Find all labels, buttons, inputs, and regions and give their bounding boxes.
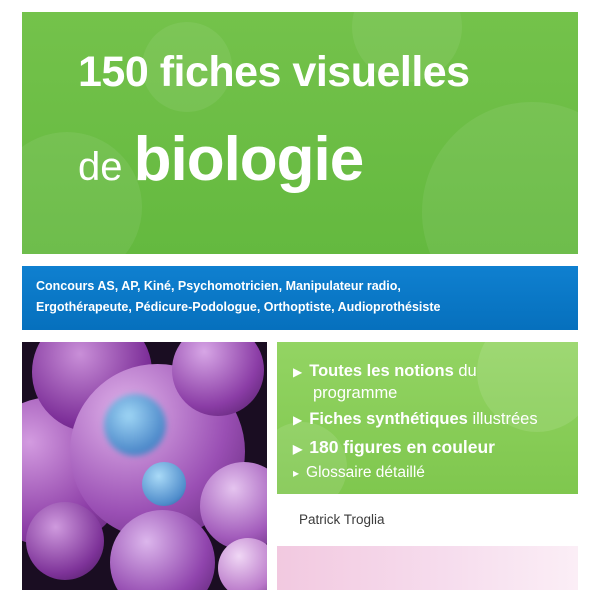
book-title-line-1: 150 fiches visuelles — [78, 48, 470, 96]
arrow-icon: ▶ — [293, 413, 303, 427]
feature-text-continued: programme — [313, 384, 398, 402]
author-name: Patrick Troglia — [299, 512, 385, 527]
feature-item — [293, 362, 477, 381]
author-strip — [277, 500, 578, 546]
features-panel — [277, 342, 578, 494]
feature-text-regular: Glossaire détaillé — [306, 464, 425, 481]
subtitle-line-1: Concours AS, AP, Kiné, Psychomotricien, Manipulateur radio, — [36, 279, 401, 293]
feature-text-bold: 180 figures en couleur — [309, 437, 495, 457]
cover-photo-cells — [22, 342, 267, 590]
title-panel — [22, 12, 578, 254]
book-title-subject: biologie — [133, 125, 364, 194]
book-title-line-2 — [78, 124, 363, 195]
feature-item — [293, 437, 495, 458]
bottom-accent-strip — [277, 546, 578, 590]
book-title-prefix: de — [78, 145, 134, 189]
feature-text-bold: Fiches synthétiques — [309, 410, 468, 428]
subtitle-line-2: Ergothérapeute, Pédicure-Podologue, Orthoptiste, Audioprothésiste — [36, 300, 441, 314]
feature-item — [293, 410, 538, 429]
arrow-icon: ▶ — [293, 442, 303, 456]
feature-text-regular: du — [453, 362, 477, 380]
feature-item-continuation — [313, 384, 397, 403]
arrow-icon: ▶ — [293, 365, 303, 379]
feature-item — [293, 464, 425, 482]
decorative-bubble-icon — [422, 102, 578, 254]
subtitle-band — [22, 266, 578, 330]
cell-shape — [26, 502, 104, 580]
arrow-icon: ▸ — [293, 466, 300, 480]
cell-shape — [142, 462, 186, 506]
feature-text-regular: illustrées — [467, 410, 538, 428]
photo-panel-divider — [267, 342, 277, 590]
feature-text-bold: Toutes les notions — [309, 362, 454, 380]
decorative-bubble-icon — [277, 422, 347, 494]
